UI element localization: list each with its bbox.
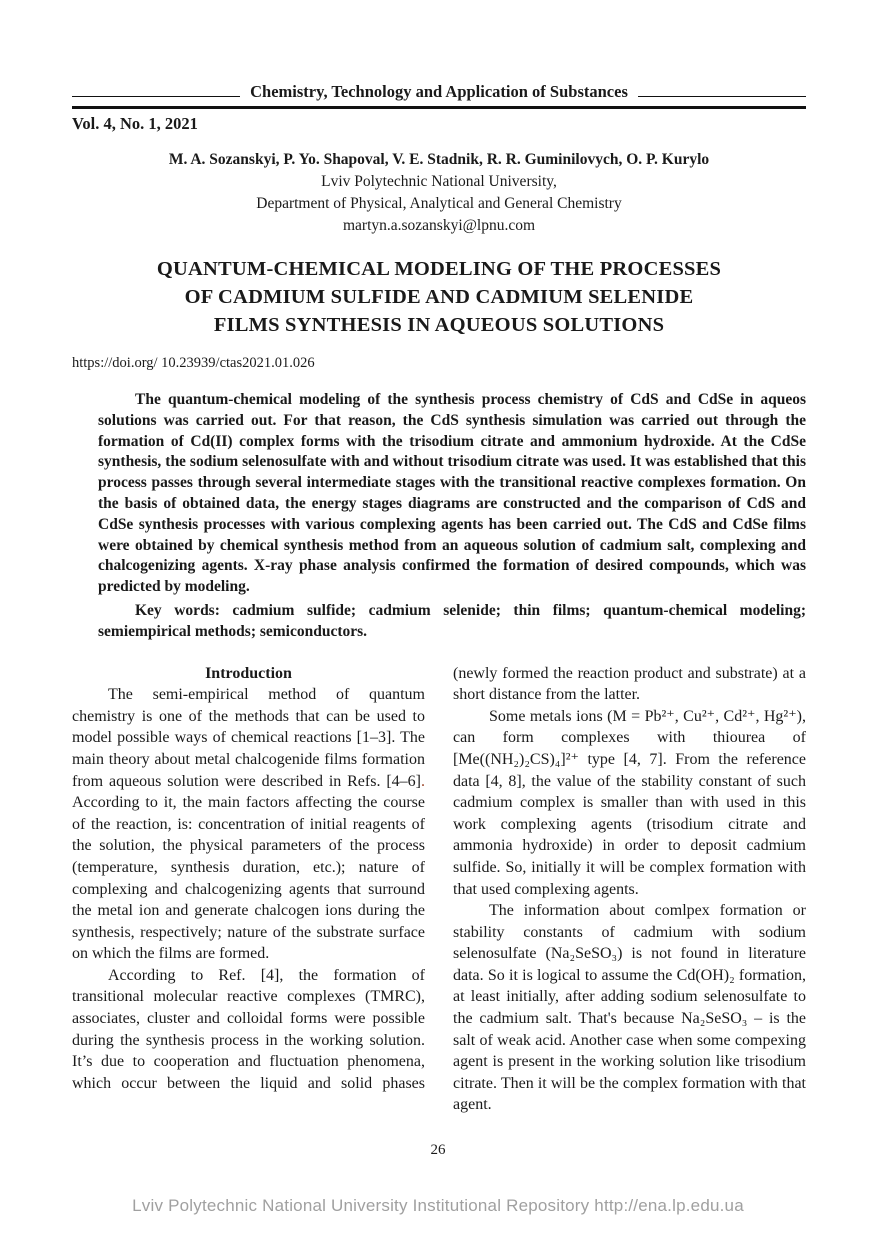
volume-line: Vol. 4, No. 1, 2021 (72, 114, 198, 133)
affiliation-university: Lviv Polytechnic National University, (321, 173, 557, 190)
journal-title: Chemistry, Technology and Application of Substances (240, 82, 638, 101)
abstract-paragraph: The quantum-chemical modeling of the synthesis process chemistry of CdS and CdSe in aqueos solutions was carried out. For that reason, the CdS synthesis simulation was carried out through the formation of Cd(II) complex forms with the trisodium citrate and ammonium hydroxide. At the CdSe synthesis, the sodium selenosulfate with and without trisodium citrate was used. It was established that this process passes through several intermediate stages with the transitional reactive complexes formation. On the basis of obtained data, the energy stages diagrams are constructed and the comparison of CdS and CdSe synthesis processes with various complexing agents has been carried out. The CdS and CdSe films were obtained by chemical synthesis method from an aqueous solution of cadmium salt, complexing and chalcogenizing agents. X-ray phase analysis confirmed the formation of desired compounds, which was predicted by modeling. (98, 391, 806, 596)
doi-line: https://doi.org/ 10.23939/ctas2021.01.026 (72, 355, 315, 371)
intro-paragraph-3: Some metals ions (M = Pb²⁺, Cu²⁺, Cd²⁺, Hg²⁺), can form complexes with thiourea of [Me((NH₂)₂CS)₄]²⁺ type [4, 7]. From the reference data [4, 8], the value of the stability constant of such cadmium complex is smaller than with used in this work complexing agents (trisodium citrate and ammonia hydroxide) in order to deposit cadmium sulfide. So, initially it will be complex formation with that used complexing agents. (453, 707, 806, 898)
page-number: 26 (430, 1142, 446, 1158)
section-heading-introduction: Introduction (205, 664, 292, 682)
reference-dot: . (421, 772, 425, 790)
article-title (72, 255, 806, 339)
left-column (72, 663, 425, 1116)
article-title-line-2: OF CADMIUM SULFIDE AND CADMIUM SELENIDE (184, 286, 694, 308)
repository-footer: Lviv Polytechnic National University Institutional Repository http://ena.lp.edu.ua (132, 1196, 744, 1215)
keywords-paragraph: Key words: cadmium sulfide; cadmium selenide; thin films; quantum-chemical modeling; semiempirical methods; semiconductors. (98, 601, 806, 640)
article-title-line-3: FILMS SYNTHESIS IN AQUEOUS SOLUTIONS (213, 314, 665, 336)
intro-paragraph-4: The information about comlpex formation or stability constants of cadmium with sodium selenosulfate (Na₂SeSO₃) is not found in literature data. So it is logical to assume the Cd(OH)₂ formation, at least initially, after adding sodium selenosulfate to the cadmium salt. That's because Na₂SeSO₃ – is the salt of weak acid. Another case when some compexing agent is present in the working solution like trisodium citrate. Then it will be the complex formation with that agent. (453, 902, 806, 1114)
authors-line: M. A. Sozanskyi, P. Yo. Shapoval, V. E. Stadnik, R. R. Guminilovych, O. P. Kurylo (168, 151, 710, 168)
two-column-body (72, 663, 806, 1116)
intro-paragraph-1-continued: According to it, the main factors affecting the course of the reaction, is: concentration of initial reagents of the solution, the physical parameters of the process (temperature, synthesis duration, etc.); nature of complexing and chalcogenizing agents that surround the metal ion and generate chalcogen ions during the synthesis, respectively; nature of the substrate surface on which the films are formed. (72, 794, 425, 963)
affiliation-department: Department of Physical, Analytical and General Chemistry (256, 195, 622, 212)
intro-paragraph-1 (72, 684, 425, 965)
right-column (453, 663, 806, 1116)
journal-header (72, 82, 806, 109)
intro-paragraph-1-text: The semi-empirical method of quantum chemistry is one of the methods that can be used to model possible ways of chemical reactions [1–3]. The main theory about metal chalcogenide films formation from aqueous solution were described in Refs. [4–6] (72, 686, 425, 790)
intro-paragraph-2-continuation: (newly formed the reaction product and substrate) at a short distance from the latter. (453, 664, 806, 704)
author-email: martyn.a.sozanskyi@lpnu.com (342, 217, 536, 234)
intro-paragraph-2: According to Ref. [4], the formation of transitional molecular reactive complexes (TMRC), associates, cluster and colloidal forms were possible during the synthesis process in the working solution. It’s due to cooperation and fluctuation phenomena, which occur between the liquid and solid phases (72, 966, 425, 1092)
article-title-line-1: QUANTUM-CHEMICAL MODELING OF THE PROCESSES (156, 258, 722, 280)
